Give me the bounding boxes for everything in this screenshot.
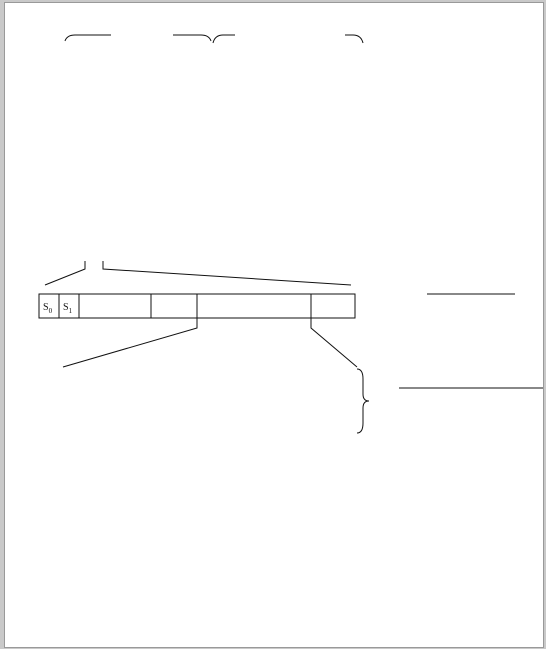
diagram-canvas xyxy=(4,2,544,648)
q-s1-cell: $S_1$ xyxy=(63,302,73,315)
subcode-frame-grid xyxy=(65,35,363,43)
q-subcode-row xyxy=(39,294,355,318)
subcode-word-brace xyxy=(65,35,211,41)
block-brace xyxy=(213,35,363,43)
mode1-structure xyxy=(357,369,369,433)
q-s0-cell: $S_0$ xyxy=(43,302,53,315)
mode1-brace xyxy=(357,369,369,433)
q-data-expand-lines xyxy=(63,318,357,367)
q-column-expand-lines xyxy=(45,261,351,285)
subcode-diagram xyxy=(5,3,543,647)
